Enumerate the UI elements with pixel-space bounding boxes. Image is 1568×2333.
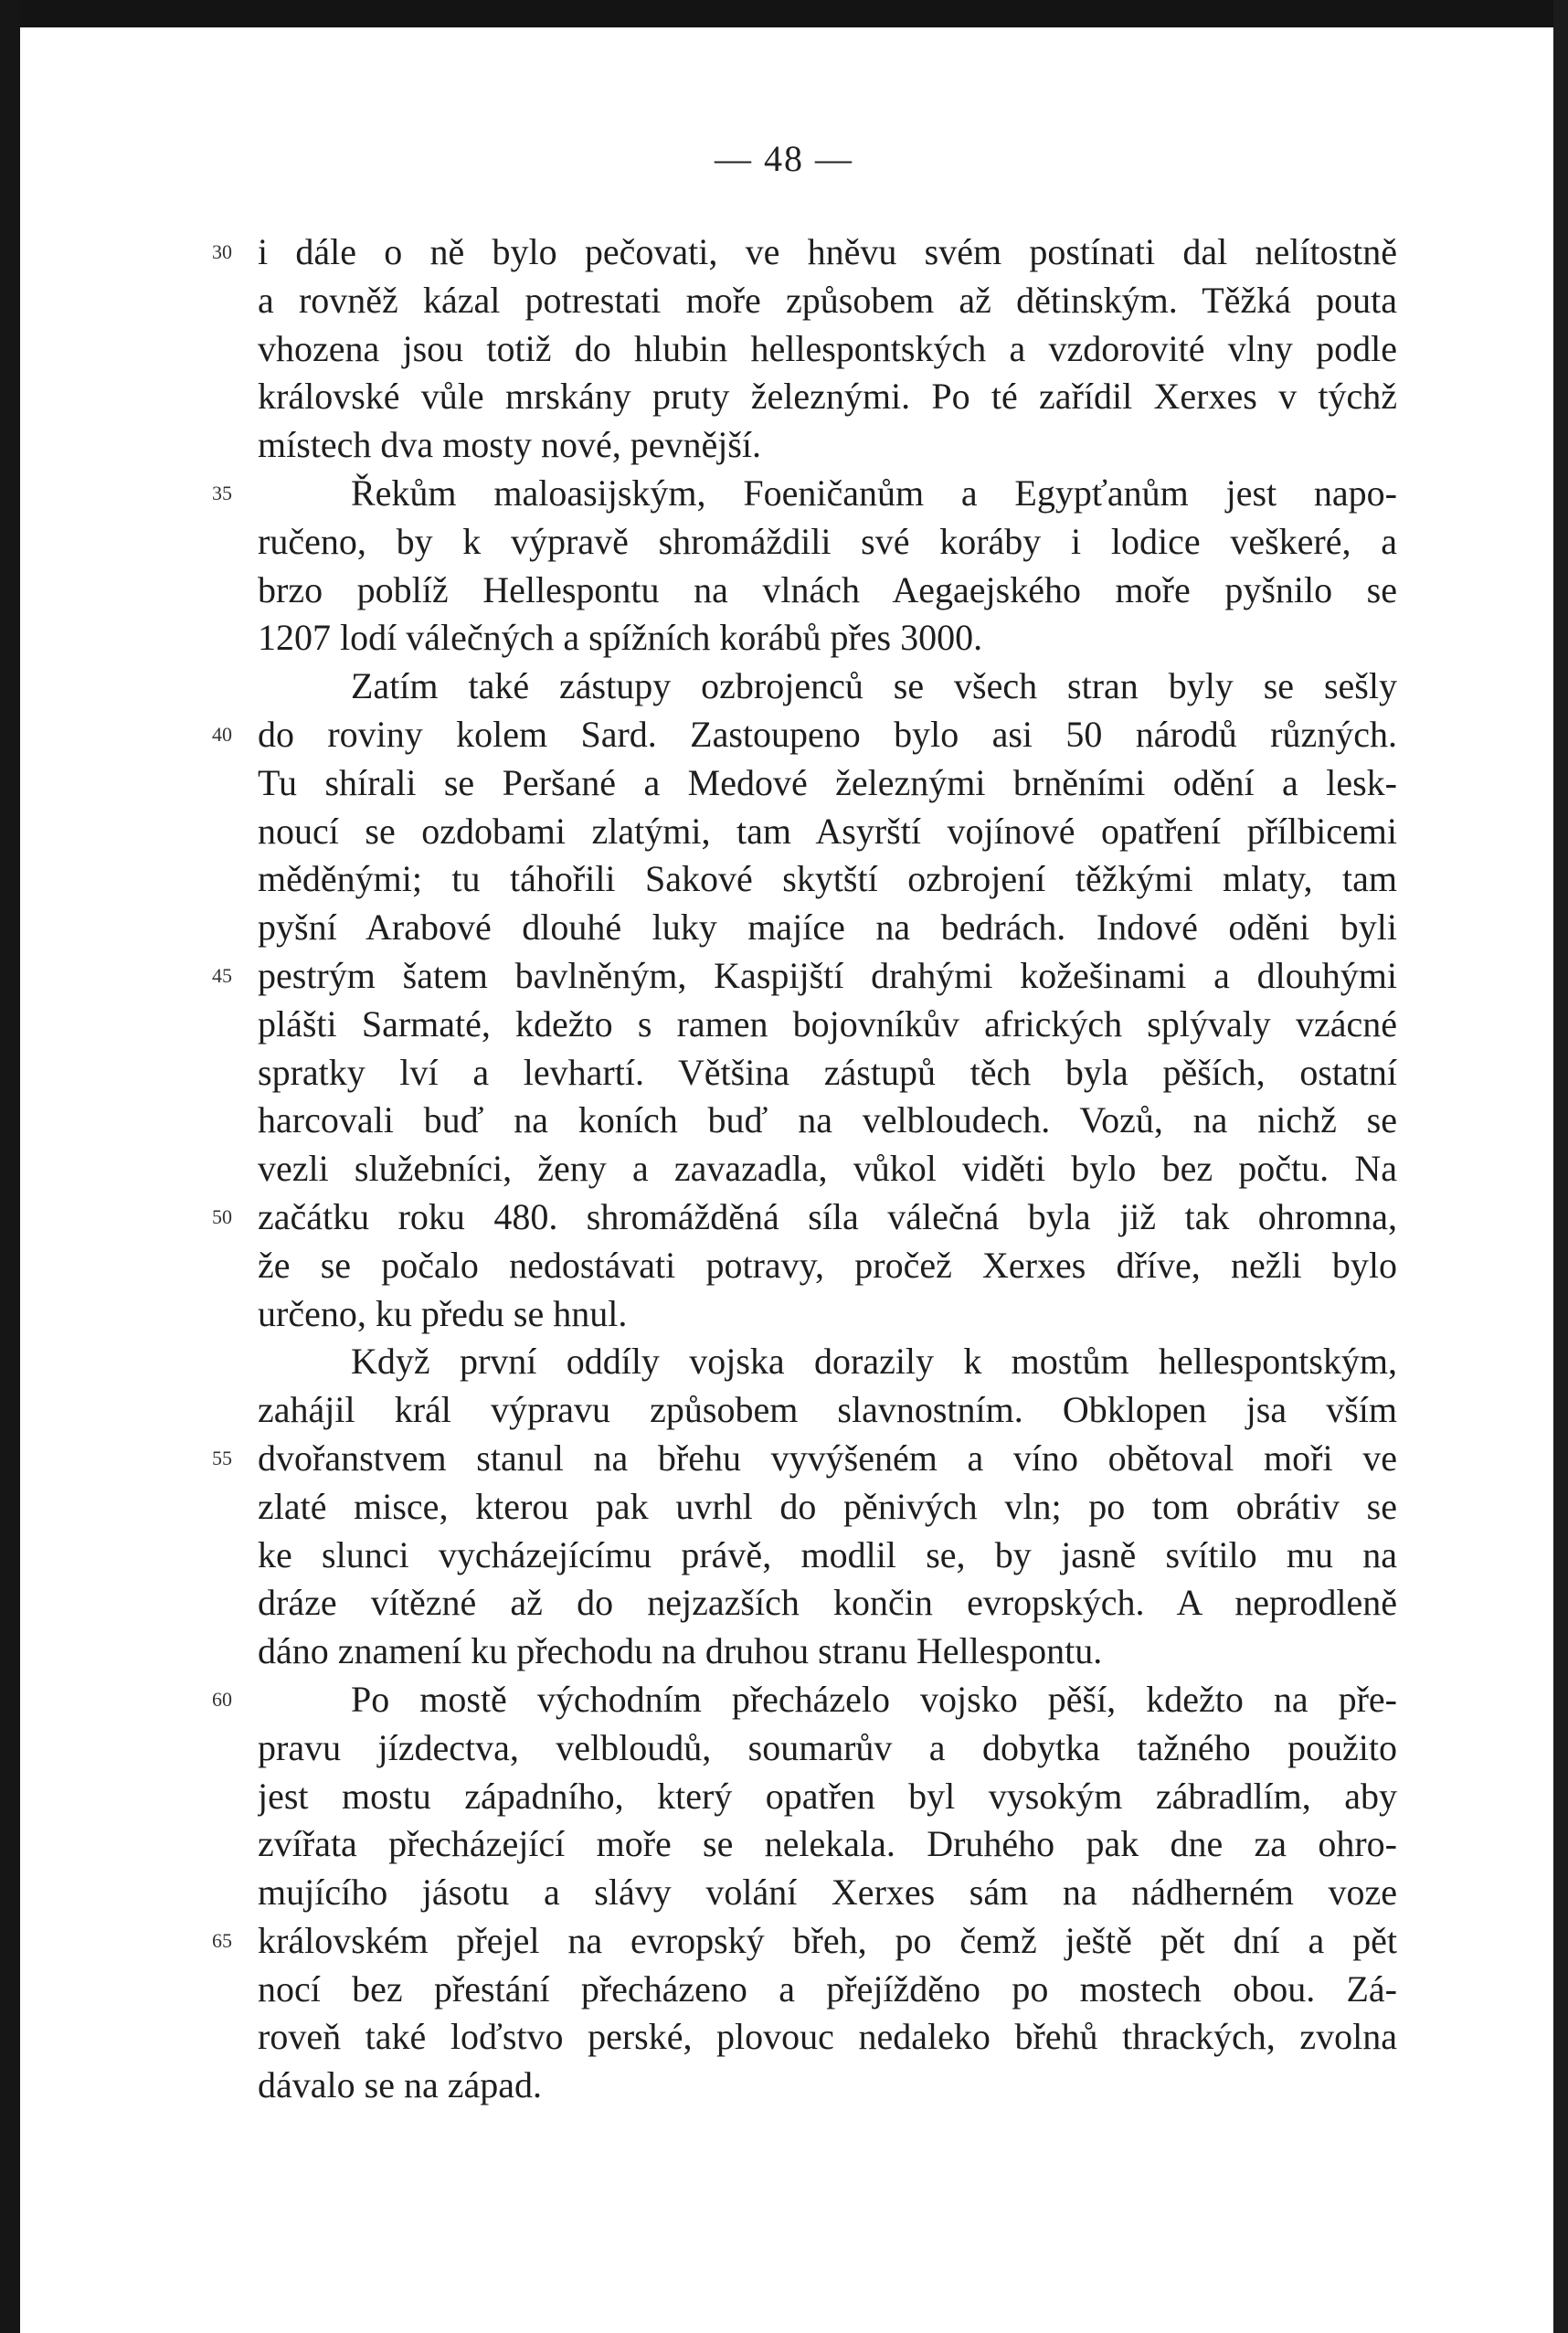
text-line: dvořanstvem stanul na břehu vyvýšeném a víno obětoval moři ve	[258, 1437, 1397, 1479]
text-line: Po mostě východním přecházelo vojsko pěší, kdežto na pře-	[351, 1678, 1397, 1720]
text-line: brzo poblíž Hellespontu na vlnách Aegaejského moře pyšnilo se	[258, 568, 1397, 610]
text-line: pyšní Arabové dlouhé luky majíce na bedrách. Indové oděni byli	[258, 907, 1397, 949]
text-line: Tu shírali se Peršané a Medové železnými brněními odění a lesk-	[258, 761, 1397, 803]
text-line: Když první oddíly vojska dorazily k mostům hellespontským,	[351, 1341, 1397, 1383]
line-marker: 55	[212, 1447, 232, 1469]
text-line: jest mostu západního, který opatřen byl vysokým zábradlím, aby	[258, 1775, 1397, 1817]
text-line: královské vůle mrskány pruty železnými. Po té zařídil Xerxes v týchž	[258, 376, 1397, 418]
text-line: Řekům maloasijským, Foeničanům a Egypťanům jest napo-	[351, 472, 1397, 514]
text-line: Zatím také zástupy ozbrojenců se všech stran byly se sešly	[351, 665, 1397, 707]
text-line: do roviny kolem Sard. Zastoupeno bylo asi 50 národů různých.	[258, 713, 1397, 755]
text-line: ke slunci vycházejícímu právě, modlil se, by jasně svítilo mu na	[258, 1533, 1397, 1575]
text-line: harcovali buď na koních buď na velbloudech. Vozů, na nichž se	[258, 1099, 1397, 1141]
text-line: zahájil král výpravu způsobem slavnostním. Obklopen jsa vším	[258, 1389, 1397, 1431]
text-line: dráze vítězné až do nejzazších končin evropských. A neprodleně	[258, 1582, 1397, 1624]
body-text	[258, 228, 1397, 2110]
text-line: začátku roku 480. shromážděná síla válečná byla již tak ohromna,	[258, 1195, 1397, 1237]
text-line: roveň také loďstvo perské, plovouc nedaleko břehů thrackých, zvolna	[258, 2016, 1397, 2058]
line-marker: 65	[212, 1929, 232, 1952]
scan-border-left	[0, 0, 20, 2333]
text-line: královském přejel na evropský břeh, po čemž ještě pět dní a pět	[258, 1919, 1397, 1961]
text-line: dávalo se na západ.	[258, 2064, 542, 2106]
text-line: zvířata přecházející moře se nelekala. Druhého pak dne za ohro-	[258, 1823, 1397, 1865]
line-marker: 60	[212, 1688, 232, 1711]
text-line: vhozena jsou totiž do hlubin hellespontských a vzdorovité vlny podle	[258, 327, 1397, 369]
scan-border-top	[0, 0, 1568, 27]
text-line: mujícího jásotu a slávy volání Xerxes sám na nádherném voze	[258, 1872, 1397, 1914]
page-number: — 48 —	[715, 138, 853, 179]
text-line: ručeno, by k výpravě shromáždili své koráby i lodice veškeré, a	[258, 520, 1397, 562]
text-line: vezli služebníci, ženy a zavazadla, vůkol viděti bylo bez počtu. Na	[258, 1148, 1397, 1190]
text-line: zlaté misce, kterou pak uvrhl do pěnivých vln; po tom obrátiv se	[258, 1485, 1397, 1527]
text-line: určeno, ku předu se hnul.	[258, 1292, 628, 1334]
line-marker: 50	[212, 1205, 232, 1228]
text-line: pravu jízdectva, velbloudů, soumarův a dobytka tažného použito	[258, 1726, 1397, 1768]
text-line: 1207 lodí válečných a spížních korábů přes 3000.	[258, 617, 983, 659]
text-line: nocí bez přestání přecházeno a přejížděno po mostech obou. Zá-	[258, 1967, 1397, 2010]
text-line: plášti Sarmaté, kdežto s ramen bojovníkův afrických splývaly vzácné	[258, 1002, 1397, 1045]
text-line: i dále o ně bylo pečovati, ve hněvu svém postínati dal nelítostně	[258, 231, 1397, 272]
text-line: pestrým šatem bavlněným, Kaspijští drahými kožešinami a dlouhými	[258, 954, 1397, 996]
line-marker: 35	[212, 482, 232, 504]
line-marker: 30	[212, 240, 232, 263]
text-line: dáno znamení ku přechodu na druhou stranu Hellespontu.	[258, 1630, 1103, 1672]
text-line: měděnými; tu táhořili Sakové skytští ozbrojení těžkými mlaty, tam	[258, 858, 1397, 900]
line-marker: 45	[212, 964, 232, 987]
text-line: noucí se ozdobami zlatými, tam Asyrští vojínové opatření přílbicemi	[258, 810, 1397, 852]
text-line: místech dva mosty nové, pevnější.	[258, 424, 762, 466]
line-marker: 40	[212, 723, 232, 746]
text-line: že se počalo nedostávati potravy, pročež Xerxes dříve, nežli bylo	[258, 1244, 1397, 1286]
text-line: spratky lví a levhartí. Většina zástupů těch byla pěších, ostatní	[258, 1051, 1397, 1093]
text-line: a rovněž kázal potrestati moře způsobem až dětinským. Těžká pouta	[258, 279, 1397, 321]
scan-border-right	[1553, 0, 1568, 2333]
